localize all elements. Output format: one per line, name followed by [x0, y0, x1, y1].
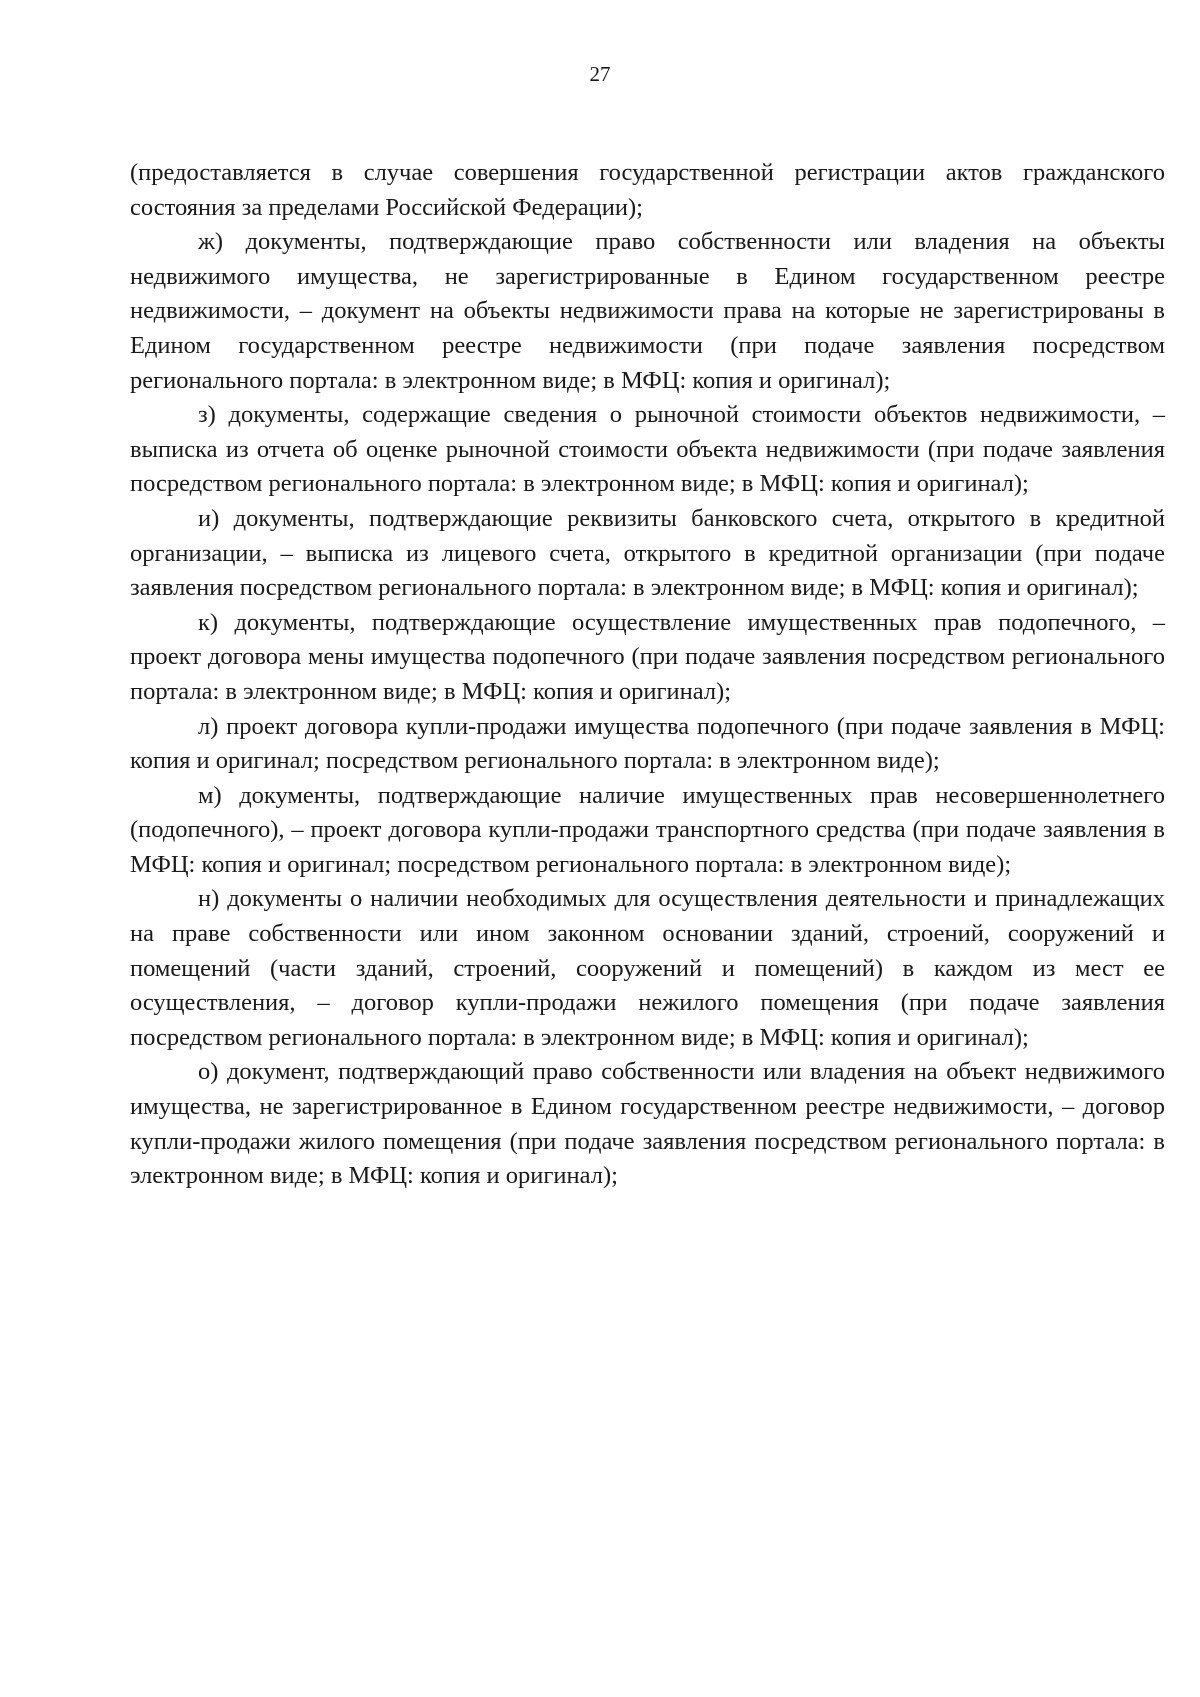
- paragraph-item-zh: ж) документы, подтверждающие право собственности или владения на объекты недвижимого имущества, не зарегистрированные в Едином государственном реестре недвижимости, – документ на объекты недвижимости права на которые не зарегистрированы в Едином государственном реестре недвижимости (при подаче заявления посредством регионального портала: в электронном виде; в МФЦ: копия и оригинал);: [130, 228, 1165, 394]
- paragraph-item-o: о) документ, подтверждающий право собственности или владения на объект недвижимого имущества, не зарегистрированное в Едином государственном реестре недвижимости, – договор купли-продажи жилого помещения (при подаче заявления посредством регионального портала: в электронном виде; в МФЦ: копия и оригинал);: [130, 1058, 1165, 1190]
- paragraph-item-m: м) документы, подтверждающие наличие имущественных прав несовершеннолетнего (подопечного), – проект договора купли-продажи транспортного средства (при подаче заявления в МФЦ: копия и оригинал; посредством регионального портала: в электронном виде);: [130, 781, 1165, 878]
- paragraph-continuation: (предоставляется в случае совершения государственной регистрации актов гражданского состояния за пределами Российской Федерации);: [130, 159, 1165, 221]
- document-body: [130, 156, 1165, 1194]
- paragraph-item-n: н) документы о наличии необходимых для осуществления деятельности и принадлежащих на праве собственности или ином законном основании зданий, строений, сооружений и помещений (части зданий, строений, сооружений и помещений) в каждом из мест ее осуществления, – договор купли-продажи нежилого помещения (при подаче заявления посредством регионального портала: в электронном виде; в МФЦ: копия и оригинал);: [130, 885, 1165, 1051]
- paragraph-item-k: к) документы, подтверждающие осуществление имущественных прав подопечного, – проект договора мены имущества подопечного (при подаче заявления посредством регионального портала: в электронном виде; в МФЦ: копия и оригинал);: [130, 608, 1165, 705]
- paragraph-item-i: и) документы, подтверждающие реквизиты банковского счета, открытого в кредитной организации, – выписка из лицевого счета, открытого в кредитной организации (при подаче заявления посредством регионального портала: в электронном виде; в МФЦ: копия и оригинал);: [130, 504, 1165, 602]
- paragraph-item-z: з) документы, содержащие сведения о рыночной стоимости объектов недвижимости, – выписка из отчета об оценке рыночной стоимости объекта недвижимости (при подаче заявления посредством регионального портала: в электронном виде; в МФЦ: копия и оригинал);: [130, 401, 1165, 498]
- paragraph-item-l: л) проект договора купли-продажи имущества подопечного (при подаче заявления в МФЦ: копия и оригинал; посредством регионального портала: в электронном виде);: [130, 712, 1165, 775]
- page-number: 27: [589, 62, 611, 86]
